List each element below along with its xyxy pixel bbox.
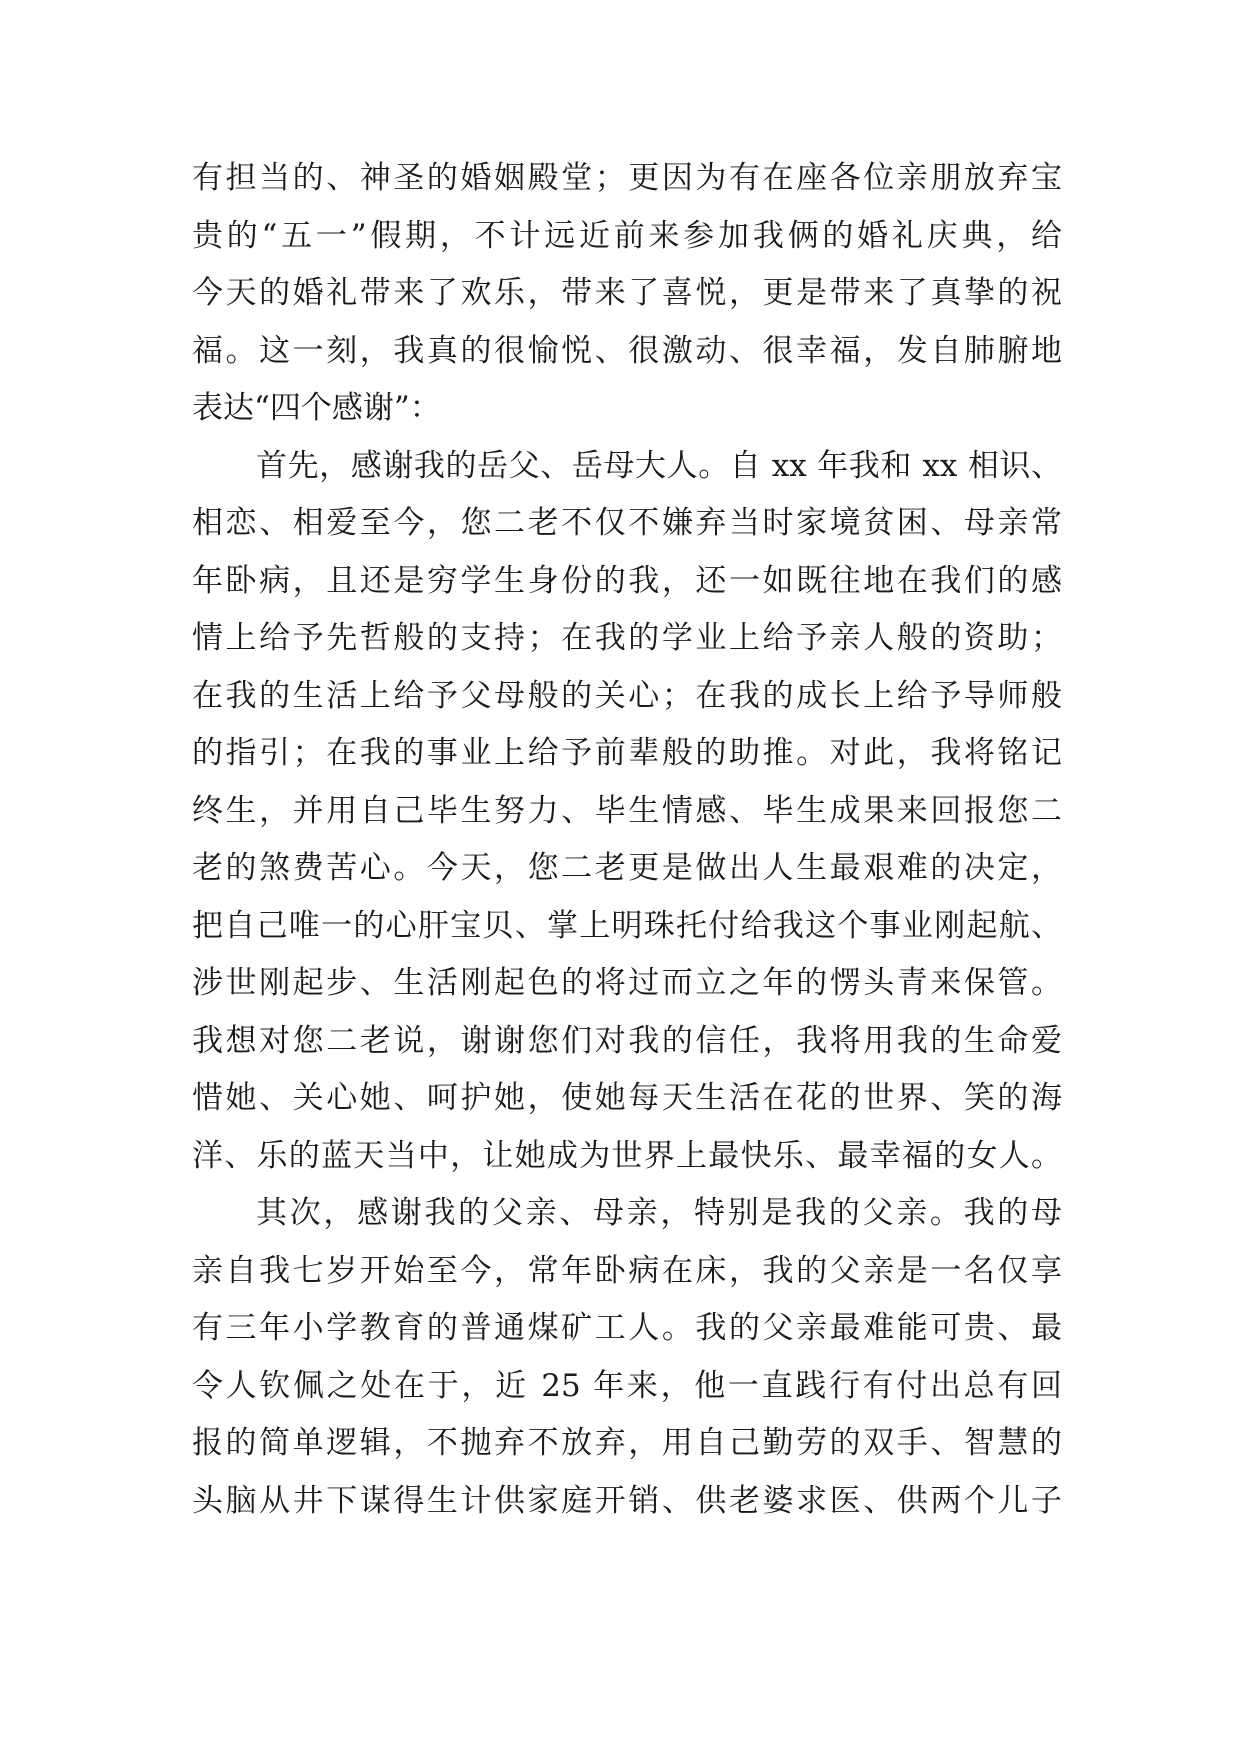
text-line: 贵的“五一”假期，不计远近前来参加我俩的婚礼庆典，给 <box>192 217 1062 254</box>
text-line: 表达“四个感谢”： <box>192 390 441 426</box>
text-line: 头脑从井下谋得生计供家庭开销、供老婆求医、供两个儿子 <box>192 1482 1062 1519</box>
text-line: 在我的生活上给予父母般的关心；在我的成长上给予导师般 <box>192 677 1062 714</box>
text-line: 报的简单逻辑，不抛弃不放弃，用自己勤劳的双手、智慧的 <box>192 1425 1062 1461</box>
text-line: 的指引；在我的事业上给予前辈般的助推。对此，我将铭记 <box>192 735 1062 771</box>
text-line: 福。这一刻，我真的很愉悦、很激动、很幸福，发自肺腑地 <box>192 332 1062 369</box>
paragraph-first-line: 首先，感谢我的岳父、岳母大人。自 xx 年我和 xx 相识、 <box>256 447 1062 484</box>
text-line: 有担当的、神圣的婚姻殿堂；更因为有在座各位亲朋放弃宝 <box>192 160 1062 196</box>
text-line: 我想对您二老说，谢谢您们对我的信任，我将用我的生命爱 <box>192 1022 1062 1059</box>
text-line: 令人钦佩之处在于，近 25 年来，他一直践行有付出总有回 <box>192 1367 1062 1404</box>
paragraph-first-line: 其次，感谢我的父亲、母亲，特别是我的父亲。我的母 <box>256 1195 1062 1231</box>
text-line: 今天的婚礼带来了欢乐，带来了喜悦，更是带来了真挚的祝 <box>192 275 1062 311</box>
text-line: 惜她、关心她、呵护她，使她每天生活在花的世界、笑的海 <box>192 1080 1062 1116</box>
text-line: 年卧病，且还是穷学生身份的我，还一如既往地在我们的感 <box>192 562 1062 599</box>
text-line: 终生，并用自己毕生努力、毕生情感、毕生成果来回报您二 <box>192 792 1062 829</box>
text-line: 相恋、相爱至今，您二老不仅不嫌弃当时家境贫困、母亲常 <box>192 505 1062 541</box>
text-line: 洋、乐的蓝天当中，让她成为世界上最快乐、最幸福的女人。 <box>192 1137 1062 1174</box>
text-line: 涉世刚起步、生活刚起色的将过而立之年的愣头青来保管。 <box>192 965 1062 1001</box>
body-text <box>192 150 1062 1530</box>
text-line: 情上给予先哲般的支持；在我的学业上给予亲人般的资助； <box>192 620 1062 656</box>
text-line: 有三年小学教育的普通煤矿工人。我的父亲最难能可贵、最 <box>192 1310 1062 1346</box>
text-line: 老的煞费苦心。今天，您二老更是做出人生最艰难的决定， <box>192 850 1062 886</box>
text-line: 亲自我七岁开始至今，常年卧病在床，我的父亲是一名仅享 <box>192 1252 1062 1289</box>
text-line: 把自己唯一的心肝宝贝、掌上明珠托付给我这个事业刚起航、 <box>192 907 1062 944</box>
